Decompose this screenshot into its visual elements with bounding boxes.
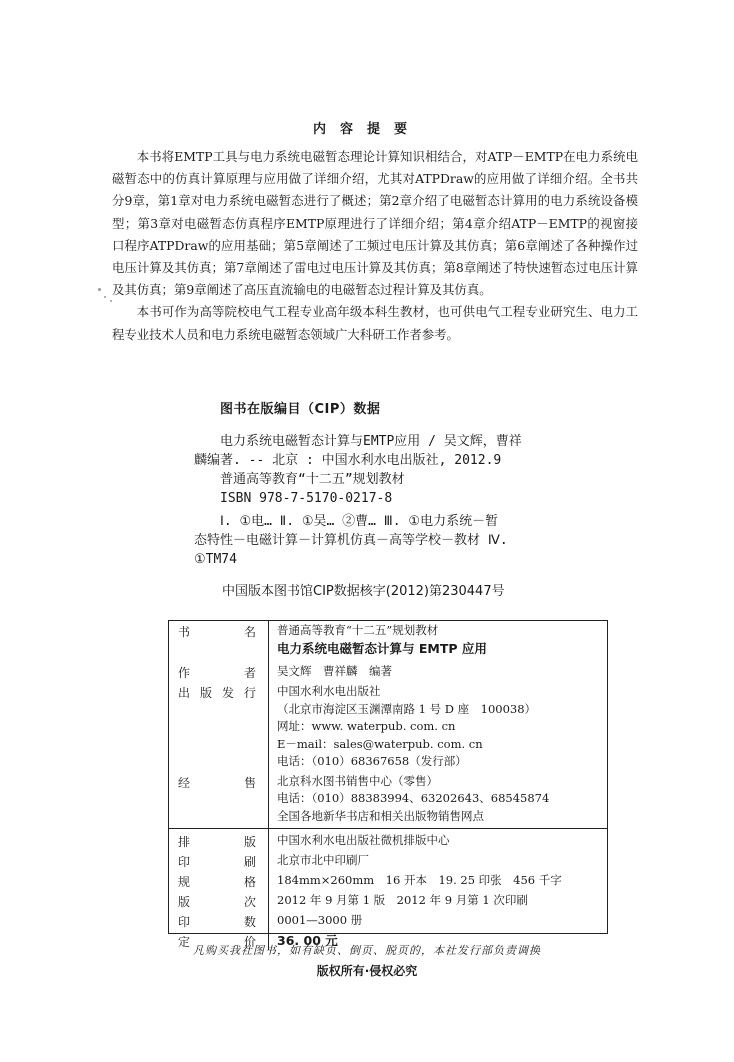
distributor-phone: 电话：（010）88383994、63202643、68545874	[277, 791, 550, 805]
imprint-row-publisher	[168, 681, 608, 771]
imprint-label: 定价	[168, 930, 269, 950]
cip-record-line-2: 麟编著. -- 北京 : 中国水利水电出版社, 2012.9	[194, 453, 502, 468]
section-title: 内容提要	[312, 122, 421, 137]
imprint-row-distribution	[168, 771, 608, 829]
imprint-value: 2012 年 9 月第 1 版 2012 年 9 月第 1 次印刷	[277, 893, 528, 907]
publisher-phone: 电话：（010）68367658（发行部）	[277, 754, 467, 768]
summary-paragraph-2: 本书可作为高等院校电气工程专业高年级本科生教材，也可供电气工程专业研究生、电力工程专业技术人员和电力系统电磁暂态领域广大科研工作者参考。	[112, 304, 638, 342]
imprint-row-print-run	[168, 910, 608, 930]
imprint-value: 184mm×260mm 16 开本 19. 25 印张 456 千字	[277, 873, 562, 887]
imprint-label: 印刷	[168, 850, 269, 870]
distributor-name: 北京科水图书销售中心（零售）	[277, 773, 438, 788]
imprint-row-edition	[168, 890, 608, 910]
imprint-value: 吴文辉 曹祥麟 编著	[277, 664, 392, 678]
distributor-outlets: 全国各地新华书店和相关出版物销售网点	[277, 808, 484, 823]
scan-speck	[98, 288, 101, 291]
cip-record-line-4: ISBN 978-7-5170-0217-8	[220, 491, 393, 506]
scan-speck	[104, 296, 106, 298]
cip-heading: 图书在版编目（CIP）数据	[220, 402, 381, 417]
imprint-label: 经售	[168, 771, 269, 829]
imprint-value	[269, 620, 609, 661]
imprint-label: 书名	[168, 620, 269, 661]
cip-class-line-2: 态特性－电磁计算－计算机仿真－高等学校－教材 Ⅳ.	[194, 533, 508, 548]
imprint-row-author	[168, 661, 608, 681]
cip-classification	[194, 512, 584, 569]
imprint-label: 作者	[168, 661, 269, 681]
copyright-notice: 版权所有·侵权必究	[316, 964, 418, 978]
cip-class-line-1: Ⅰ. ①电… Ⅱ. ①吴… ②曹… Ⅲ. ①电力系统－暂	[220, 514, 499, 529]
cip-record	[194, 432, 584, 508]
publisher-address: （北京市海淀区玉渊潭南路 1 号 D 座 100038）	[277, 701, 537, 716]
replacement-notice: 凡购买我社图书，如有缺页、倒页、脱页的，本社发行部负责调换	[193, 944, 541, 957]
imprint-row-typesetting	[168, 829, 608, 851]
publisher-name: 中国水利水电出版社	[277, 684, 381, 698]
imprint-value	[269, 681, 609, 771]
publisher-website: 网址：www. waterpub. com. cn	[277, 719, 456, 733]
scan-speck	[110, 300, 112, 302]
imprint-value	[269, 771, 609, 829]
publisher-email: E－mail：sales@waterpub. com. cn	[277, 736, 483, 751]
imprint-table	[168, 620, 608, 950]
series-name: 普通高等教育“十二五”规划教材	[277, 623, 439, 637]
imprint-value: 0001—3000 册	[277, 913, 363, 927]
cip-data-number: 中国版本图书馆CIP数据核字(2012)第230447号	[222, 584, 505, 599]
imprint-label: 出版发行	[168, 681, 269, 771]
cip-record-line-3: 普通高等教育“十二五”规划教材	[220, 472, 405, 487]
cip-record-line-1: 电力系统电磁暂态计算与EMTP应用 / 吴文辉，曹祥	[220, 434, 522, 449]
summary-block	[112, 146, 638, 346]
imprint-row-title	[168, 620, 608, 661]
imprint-label: 规格	[168, 870, 269, 890]
cip-class-line-3: ①TM74	[194, 552, 237, 567]
book-title: 电力系统电磁暂态计算与 EMTP 应用	[277, 640, 487, 656]
imprint-row-format	[168, 870, 608, 890]
imprint-value: 北京市北中印刷厂	[277, 853, 369, 867]
summary-paragraph-1: 本书将EMTP工具与电力系统电磁暂态理论计算知识相结合，对ATP－EMTP在电力系统电磁暂态中的仿真计算原理与应用做了详细介绍，尤其对ATPDraw的应用做了详细介绍。全书共分9章，第1章对电力系统电磁暂态进行了概述；第2章介绍了电磁暂态计算用的电力系统设备模型；第3章对电磁暂态仿真程序EMTP原理进行了详细介绍；第4章介绍ATP－EMTP的视窗接口程序ATPDraw的应用基础；第5章阐述了工频过电压计算及其仿真；第6章阐述了各种操作过电压计算及其仿真；第7章阐述了雷电过电压计算及其仿真；第8章阐述了特快速暂态过电压计算及其仿真；第9章阐述了高压直流输电的电磁暂态过程计算及其仿真。	[112, 149, 638, 298]
imprint-label: 版次	[168, 890, 269, 910]
imprint-value: 中国水利水电出版社微机排版中心	[277, 833, 450, 847]
imprint-row-printing	[168, 850, 608, 870]
imprint-value: 36. 00 元	[277, 933, 338, 948]
imprint-label: 印数	[168, 910, 269, 930]
imprint-label: 排版	[168, 829, 269, 851]
